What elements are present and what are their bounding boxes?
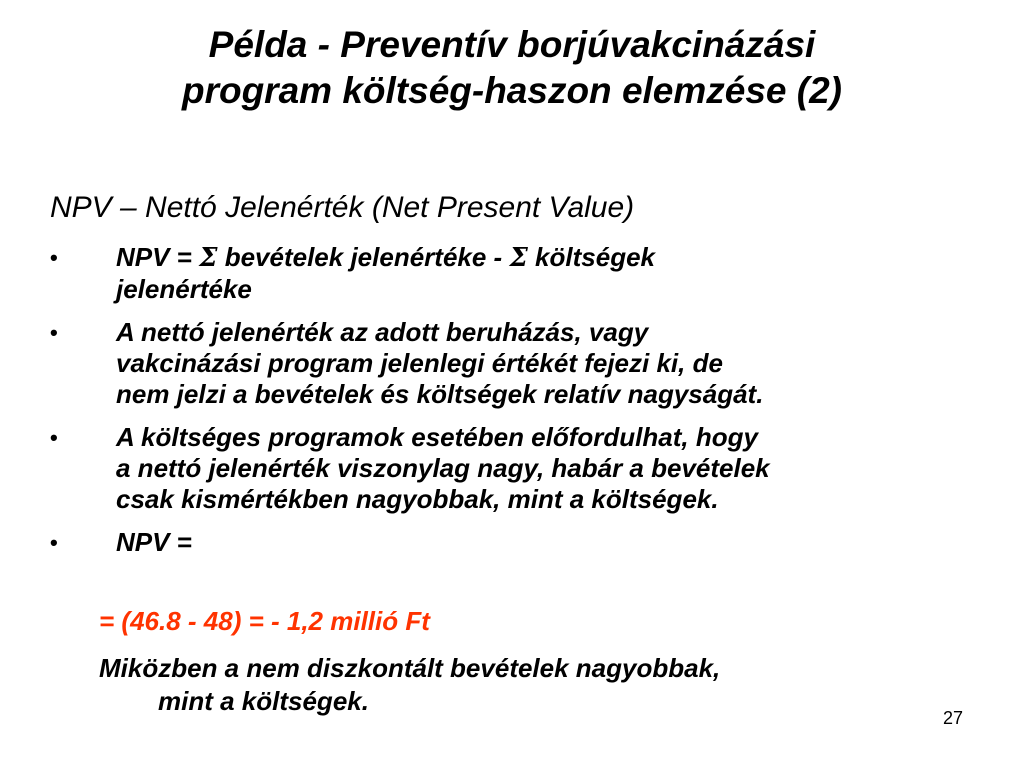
- bullet-item: [0, 422, 1024, 515]
- formula-cost-text: költségek: [527, 242, 655, 272]
- note-line-2: mint a költségek.: [158, 686, 369, 716]
- bullet-item: [0, 317, 1024, 410]
- bullet-line: csak kismértékben nagyobbak, mint a költségek.: [116, 484, 719, 514]
- formula-npv-label: NPV =: [116, 242, 200, 272]
- bullet-line: A nettó jelenérték az adott beruházás, vagy: [116, 317, 649, 347]
- bullet-marker: •: [50, 425, 58, 450]
- npv-result: = (46.8 - 48) = - 1,2 millió Ft: [99, 606, 430, 636]
- bullet-line: A költséges programok esetében előfordulhat, hogy: [116, 422, 758, 452]
- slide-title: [60, 22, 964, 114]
- page-number: 27: [942, 708, 963, 728]
- title-line-1: Példa - Preventív borjúvakcinázási: [208, 24, 816, 65]
- bullet-line: NPV =: [116, 527, 192, 557]
- bullet-line: [116, 242, 984, 274]
- conclusion-note: [99, 652, 720, 718]
- section-heading: NPV – Nettó Jelenérték (Net Present Value): [50, 191, 635, 224]
- bullet-marker: •: [50, 530, 58, 555]
- bullet-line: vakcinázási program jelenlegi értékét fejezi ki, de: [116, 348, 723, 378]
- bullet-marker: •: [50, 320, 58, 345]
- bullet-item: [0, 527, 1024, 558]
- bullet-line: jelenértéke: [116, 274, 252, 304]
- sigma-symbol: Σ: [199, 243, 218, 273]
- bullet-list: [0, 242, 1024, 570]
- formula-revenue-text: bevételek jelenértéke -: [217, 242, 510, 272]
- bullet-item: [0, 242, 1024, 305]
- bullet-marker: •: [50, 245, 58, 270]
- bullet-line: a nettó jelenérték viszonylag nagy, habár a bevételek: [116, 453, 770, 483]
- sigma-symbol: Σ: [509, 243, 528, 273]
- title-line-2: program költség-haszon elemzése (2): [181, 70, 843, 111]
- bullet-line: nem jelzi a bevételek és költségek relatív nagyságát.: [116, 379, 764, 409]
- note-line-1: Miközben a nem diszkontált bevételek nagyobbak,: [99, 653, 721, 683]
